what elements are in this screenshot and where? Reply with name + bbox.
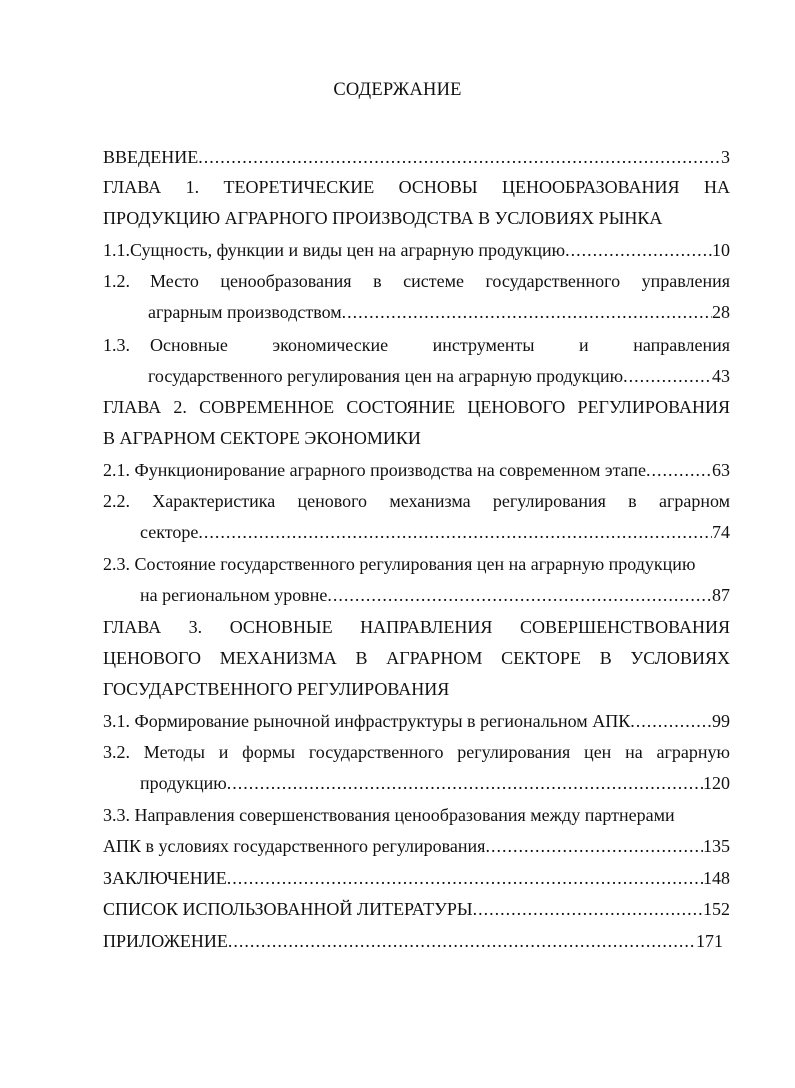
toc-entry-3-1	[103, 710, 730, 732]
toc-entry-1-3-line-1	[103, 334, 730, 356]
toc-entry-text: 2.1. Функционирование аграрного производства на современном этапе	[103, 460, 647, 480]
toc-page-number: 63	[712, 460, 730, 480]
toc-section-number: 1.2.	[103, 271, 130, 291]
toc-entry-appendix	[103, 930, 723, 952]
toc-entry-text: на региональном уровне	[140, 585, 328, 605]
toc-entry-3-2-line-1: 3.2. Методы и формы государственного регулирования цен на аграрную	[103, 742, 730, 762]
toc-page-number: 28	[712, 302, 730, 322]
toc-chapter-1-line-1: ГЛАВА 1. ТЕОРЕТИЧЕСКИЕ ОСНОВЫ ЦЕНООБРАЗОВАНИЯ НА	[103, 177, 730, 197]
toc-entry-text: государственного регулирования цен на аграрную продукцию	[148, 366, 624, 386]
toc-page-number: 152	[703, 899, 730, 919]
toc-entry-text: Сущность, функции и виды цен на аграрную продукцию	[130, 240, 566, 260]
toc-entry-text: Основные экономические инструменты и направления	[150, 335, 730, 355]
toc-entry-text: АПК в условиях государственного регулирования	[103, 836, 486, 856]
toc-page-number: 135	[703, 836, 730, 856]
toc-entry-text: аграрным производством	[148, 302, 342, 322]
toc-entry-bibliography	[103, 898, 730, 920]
toc-chapter-2-line-1: ГЛАВА 2. СОВРЕМЕННОЕ СОСТОЯНИЕ ЦЕНОВОГО РЕГУЛИРОВАНИЯ	[103, 397, 730, 417]
toc-page-number: 87	[712, 585, 730, 605]
toc-entry-3-3-line-1: 3.3. Направления совершенствования ценообразования между партнерами	[103, 805, 675, 825]
toc-entry-text: продукцию	[140, 773, 227, 793]
toc-entry-text: ПРИЛОЖЕНИЕ	[103, 931, 228, 951]
toc-entry-text: ВВЕДЕНИЕ	[103, 147, 199, 167]
toc-chapter-3-line-1: ГЛАВА 3. ОСНОВНЫЕ НАПРАВЛЕНИЯ СОВЕРШЕНСТВОВАНИЯ	[103, 617, 730, 637]
toc-page-number: 74	[712, 522, 730, 542]
toc-entry-2-3-line-1: 2.3. Состояние государственного регулирования цен на аграрную продукцию	[103, 554, 696, 574]
toc-entry-1-2-line-2	[148, 301, 730, 323]
toc-page-number: 10	[712, 240, 730, 260]
toc-entry-introduction	[103, 146, 730, 168]
toc-entry-3-2-line-2	[140, 772, 730, 794]
toc-entry-text: Место ценообразования в системе государственного управления	[150, 271, 730, 291]
toc-page-number: 99	[712, 711, 730, 731]
toc-entry-text: СПИСОК ИСПОЛЬЗОВАННОЙ ЛИТЕРАТУРЫ	[103, 899, 473, 919]
page-title: СОДЕРЖАНИЕ	[333, 80, 462, 100]
toc-chapter-3-line-3: ГОСУДАРСТВЕННОГО РЕГУЛИРОВАНИЯ	[103, 679, 450, 699]
toc-entry-2-2-line-2	[140, 521, 730, 543]
toc-entry-text: 3.1. Формирование рыночной инфраструктуры в региональном АПК	[103, 711, 631, 731]
toc-page-number: 3	[721, 147, 730, 167]
toc-entry-2-1	[103, 459, 730, 481]
toc-section-number: 1.3.	[103, 335, 130, 355]
toc-entry-text: ЗАКЛЮЧЕНИЕ	[103, 868, 227, 888]
toc-chapter-1-line-2: ПРОДУКЦИЮ АГРАРНОГО ПРОИЗВОДСТВА В УСЛОВИЯХ РЫНКА	[103, 208, 663, 228]
toc-section-number: 1.1.	[103, 240, 130, 260]
toc-entry-text: секторе	[140, 522, 199, 542]
toc-chapter-3-line-2: ЦЕНОВОГО МЕХАНИЗМА В АГРАРНОМ СЕКТОРЕ В УСЛОВИЯХ	[103, 648, 730, 668]
toc-entry-1-3-line-2	[148, 365, 730, 387]
toc-entry-conclusion	[103, 867, 730, 889]
toc-page-number: 171	[696, 931, 723, 951]
toc-entry-1-2-line-1	[103, 270, 730, 292]
toc-entry-2-2-line-1: 2.2. Характеристика ценового механизма регулирования в аграрном	[103, 491, 730, 511]
toc-chapter-2-line-2: В АГРАРНОМ СЕКТОРЕ ЭКОНОМИКИ	[103, 428, 421, 448]
toc-entry-3-3-line-2	[103, 835, 730, 857]
toc-page-number: 43	[712, 366, 730, 386]
toc-entry-1-1	[103, 239, 730, 261]
toc-page-number: 148	[703, 868, 730, 888]
toc-entry-2-3-line-2	[140, 584, 730, 606]
toc-page-number: 120	[703, 773, 730, 793]
